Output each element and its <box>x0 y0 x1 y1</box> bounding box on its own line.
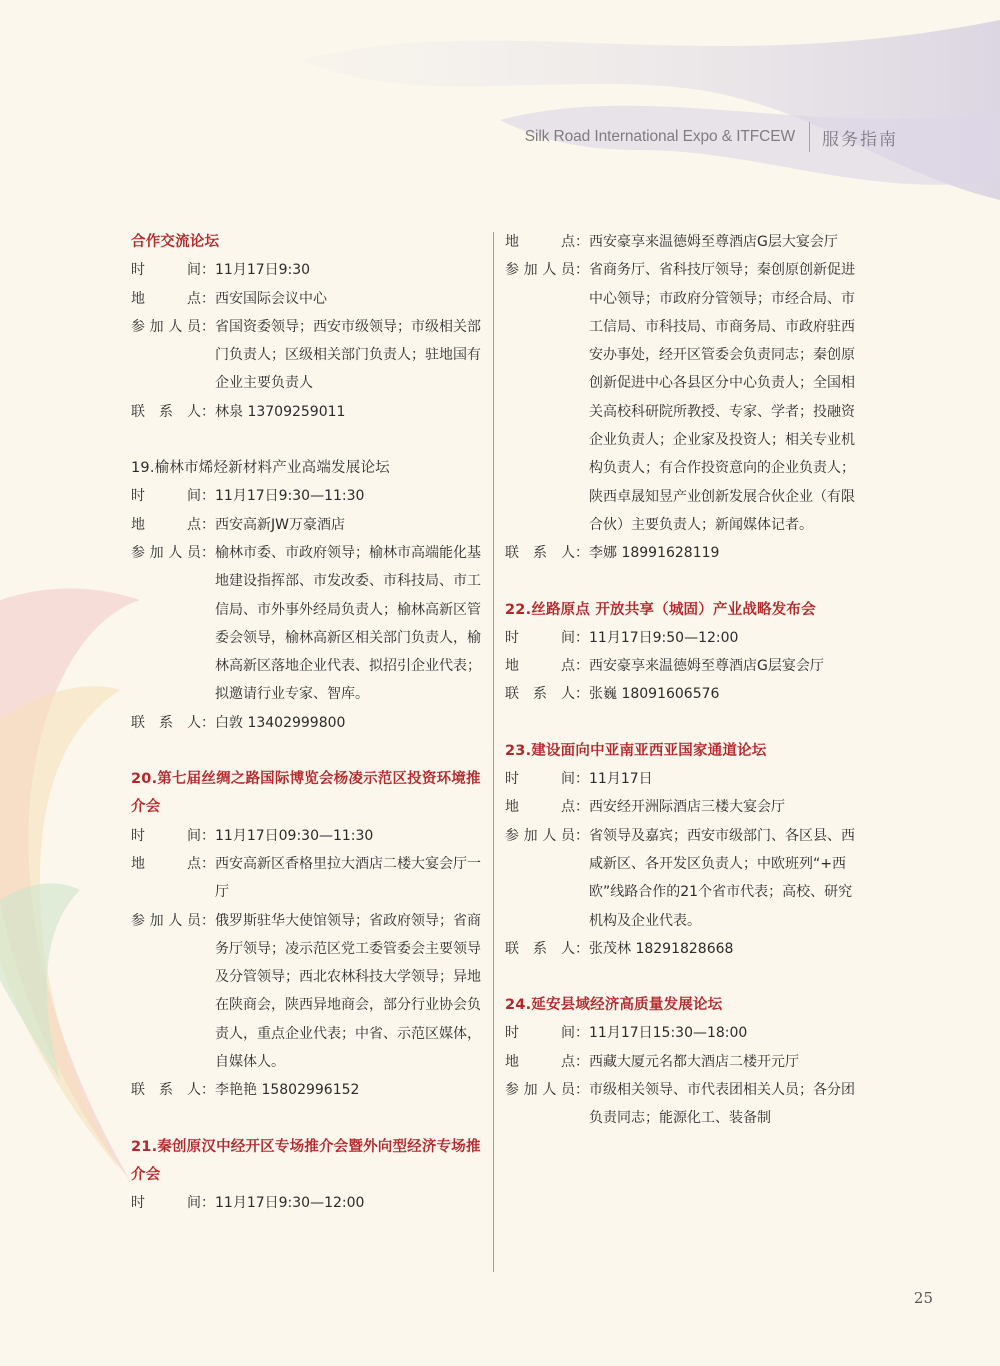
field-label-text: 联系人 <box>131 403 201 420</box>
event-section <box>505 991 857 1132</box>
event-section <box>131 454 487 737</box>
event-section <box>131 1133 487 1218</box>
event-place-value: 西安豪享来温德姆至尊酒店G层宴会厅 <box>589 658 824 675</box>
event-title: 24.延安县域经济高质量发展论坛 <box>505 997 723 1014</box>
field-label-text: 参加人员 <box>131 912 201 929</box>
field-label <box>131 482 215 510</box>
field-label-text: 联系人 <box>131 714 201 731</box>
label-colon: ： <box>201 403 215 420</box>
label-colon: ： <box>575 234 589 250</box>
event-title: 21.秦创原汉中经开区专场推介会暨外向型经济专场推介会 <box>131 1138 481 1183</box>
field-label <box>505 256 589 539</box>
field-label <box>131 313 215 398</box>
field-label-text: 时间 <box>505 771 575 788</box>
event-time-value: 11月17日9:30—11:30 <box>215 488 365 505</box>
field-label <box>505 822 589 935</box>
label-colon: ： <box>575 658 589 675</box>
field-label <box>505 935 589 963</box>
event-attend-value: 市级相关领导、市代表团相关人员；各分团负责同志；能源化工、装备制 <box>589 1082 855 1127</box>
label-colon: ： <box>575 940 589 957</box>
field-label <box>505 1076 589 1133</box>
field-label <box>505 1048 589 1076</box>
label-colon: ： <box>201 1195 215 1212</box>
column-divider <box>493 232 494 1272</box>
field-label <box>505 228 589 256</box>
label-colon: ： <box>575 827 589 844</box>
event-attend-row <box>505 256 857 539</box>
field-label <box>505 680 589 708</box>
event-time-row <box>505 1019 857 1047</box>
field-label-text: 时间 <box>505 629 575 646</box>
event-contact-row <box>131 1076 487 1104</box>
field-label <box>131 398 215 426</box>
field-label-text: 地点 <box>131 855 201 872</box>
event-attend-value: 榆林市委、市政府领导；榆林市高端能化基地建设指挥部、市发改委、市科技局、市工信局、市外事外经局负责人；榆林高新区管委会领导，榆林高新区相关部门负责人，榆林高新区落地企业代表、拟招引企业代表；拟邀请行业专家、智库。 <box>215 544 481 703</box>
label-colon: ： <box>575 1082 589 1099</box>
label-colon: ： <box>201 488 215 505</box>
event-contact-value: 李艳艳 15802996152 <box>215 1082 360 1099</box>
event-attend-row <box>131 313 487 398</box>
field-label-text: 地点 <box>131 290 201 307</box>
label-colon: ： <box>201 827 215 844</box>
event-contact-row <box>131 709 487 737</box>
field-label-text: 参加人员 <box>505 827 575 844</box>
label-colon: ： <box>575 686 589 703</box>
field-label <box>131 822 215 850</box>
field-label-text: 时间 <box>131 262 201 279</box>
label-colon: ： <box>201 290 215 307</box>
field-label-text: 联系人 <box>505 686 575 703</box>
field-label-text: 时间 <box>131 827 201 844</box>
field-label <box>131 850 215 907</box>
event-place-row <box>131 850 487 907</box>
label-colon: ： <box>201 262 215 279</box>
running-header <box>525 120 898 154</box>
event-attend-row <box>131 539 487 709</box>
event-title: 19.榆林市烯烃新材料产业高端发展论坛 <box>131 460 390 477</box>
event-attend-value: 省国资委领导；西安市级领导；市级相关部门负责人；区级相关部门负责人；驻地国有企业主要负责人 <box>215 318 481 392</box>
field-label-text: 地点 <box>505 799 575 816</box>
field-label-text: 地点 <box>505 658 575 675</box>
field-label-text: 联系人 <box>505 940 575 957</box>
event-time-row <box>131 482 487 510</box>
label-colon: ： <box>201 544 215 561</box>
event-place-value: 西安高新区香格里拉大酒店二楼大宴会厅一厅 <box>215 855 481 901</box>
field-label-text: 时间 <box>131 488 201 505</box>
event-place-value: 西藏大厦元名都大酒店二楼开元厅 <box>589 1053 799 1070</box>
event-section <box>131 228 487 426</box>
field-label-text: 联系人 <box>505 545 575 562</box>
field-label <box>131 256 215 284</box>
event-section <box>131 765 487 1105</box>
event-place-row <box>505 652 857 680</box>
event-place-value: 西安豪享来温德姆至尊酒店G层大宴会厅 <box>589 234 838 250</box>
field-label-text: 参加人员 <box>505 1082 575 1099</box>
event-place-value: 西安经开洲际酒店三楼大宴会厅 <box>589 799 785 816</box>
header-chinese: 服务指南 <box>822 129 898 150</box>
field-label <box>505 1019 589 1047</box>
event-place-row <box>505 793 857 821</box>
event-attend-row <box>505 822 857 935</box>
event-place-row <box>131 511 487 539</box>
field-label <box>505 624 589 652</box>
event-time-value: 11月17日 <box>589 771 653 788</box>
event-contact-row <box>505 680 857 708</box>
field-label-text: 联系人 <box>131 1082 201 1099</box>
event-title: 合作交流论坛 <box>131 234 220 250</box>
field-label-text: 参加人员 <box>131 318 201 335</box>
event-time-value: 11月17日09:30—11:30 <box>215 827 374 844</box>
event-time-value: 11月17日15:30—18:00 <box>589 1025 748 1042</box>
event-time-row <box>131 1189 487 1217</box>
field-label-text: 地点 <box>505 234 575 250</box>
field-label-text: 时间 <box>505 1025 575 1042</box>
event-section <box>505 228 857 568</box>
label-colon: ： <box>575 262 589 279</box>
label-colon: ： <box>575 771 589 788</box>
field-label <box>505 765 589 793</box>
event-contact-value: 林泉 13709259011 <box>215 403 346 420</box>
event-contact-value: 李娜 18991628119 <box>589 545 720 562</box>
event-place-row <box>505 1048 857 1076</box>
field-label <box>131 1076 215 1104</box>
event-place-row <box>131 285 487 313</box>
event-place-row <box>505 228 857 256</box>
event-time-row <box>505 765 857 793</box>
label-colon: ： <box>201 714 215 731</box>
left-column <box>131 228 487 1218</box>
label-colon: ： <box>201 855 215 872</box>
label-colon: ： <box>201 516 215 533</box>
field-label <box>131 907 215 1077</box>
field-label <box>131 709 215 737</box>
field-label-text: 地点 <box>131 516 201 533</box>
event-time-value: 11月17日9:50—12:00 <box>589 629 739 646</box>
event-title: 23.建设面向中亚南亚西亚国家通道论坛 <box>505 742 767 759</box>
event-contact-row <box>505 539 857 567</box>
field-label-text: 参加人员 <box>131 544 201 561</box>
event-time-row <box>505 624 857 652</box>
event-contact-value: 白敦 13402999800 <box>215 714 346 731</box>
field-label <box>505 539 589 567</box>
event-place-value: 西安高新JW万豪酒店 <box>215 516 345 533</box>
page-number: 25 <box>913 1289 933 1307</box>
event-title: 22.丝路原点 开放共享（城固）产业战略发布会 <box>505 601 816 618</box>
label-colon: ： <box>575 1025 589 1042</box>
event-contact-value: 张巍 18091606576 <box>589 686 720 703</box>
field-label <box>505 652 589 680</box>
event-attend-row <box>131 907 487 1077</box>
label-colon: ： <box>201 912 215 929</box>
event-attend-value: 省商务厅、省科技厅领导；秦创原创新促进中心领导；市政府分管领导；市经合局、市工信局、市科技局、市商务局、市政府驻西安办事处，经开区管委会负责同志；秦创原创新促进中心各县区分中心负责人；全国相关高校科研院所教授、专家、学者；投融资企业负责人；企业家及投资人；相关专业机构负责人；有合作投资意向的企业负责人；陕西卓晟知昱产业创新发展合伙企业（有限合伙）主要负责人；新闻媒体记者。 <box>589 262 855 533</box>
event-attend-value: 俄罗斯驻华大使馆领导；省政府领导；省商务厅领导；凌示范区党工委管委会主要领导及分管领导；西北农林科技大学领导；异地在陕商会，陕西异地商会，部分行业协会负责人，重点企业代表；中省、示范区媒体，自媒体人。 <box>215 912 481 1071</box>
field-label-text: 时间 <box>131 1195 201 1212</box>
field-label-text: 地点 <box>505 1053 575 1070</box>
label-colon: ： <box>201 1082 215 1099</box>
event-attend-value: 省领导及嘉宾；西安市级部门、各区县、西咸新区、各开发区负责人；中欧班列“+西欧”线路合作的21个省市代表；高校、研究机构及企业代表。 <box>589 827 855 929</box>
field-label-text: 参加人员 <box>505 262 575 279</box>
event-attend-row <box>505 1076 857 1133</box>
event-place-value: 西安国际会议中心 <box>215 290 327 307</box>
event-contact-value: 张茂林 18291828668 <box>589 940 734 957</box>
label-colon: ： <box>575 629 589 646</box>
header-separator <box>809 122 810 152</box>
event-section <box>505 596 857 709</box>
event-title: 20.第七届丝绸之路国际博览会杨凌示范区投资环境推介会 <box>131 771 481 816</box>
label-colon: ： <box>201 318 215 335</box>
field-label <box>505 793 589 821</box>
label-colon: ： <box>575 799 589 816</box>
event-time-value: 11月17日9:30 <box>215 262 311 279</box>
field-label <box>131 511 215 539</box>
event-time-row <box>131 822 487 850</box>
event-time-value: 11月17日9:30—12:00 <box>215 1195 365 1212</box>
right-column <box>505 228 857 1133</box>
event-contact-row <box>131 398 487 426</box>
label-colon: ： <box>575 545 589 562</box>
event-contact-row <box>505 935 857 963</box>
field-label <box>131 285 215 313</box>
field-label <box>131 539 215 709</box>
event-section <box>505 737 857 963</box>
label-colon: ： <box>575 1053 589 1070</box>
event-time-row <box>131 256 487 284</box>
field-label <box>131 1189 215 1217</box>
header-english: Silk Road International Expo & ITFCEW <box>524 128 795 145</box>
